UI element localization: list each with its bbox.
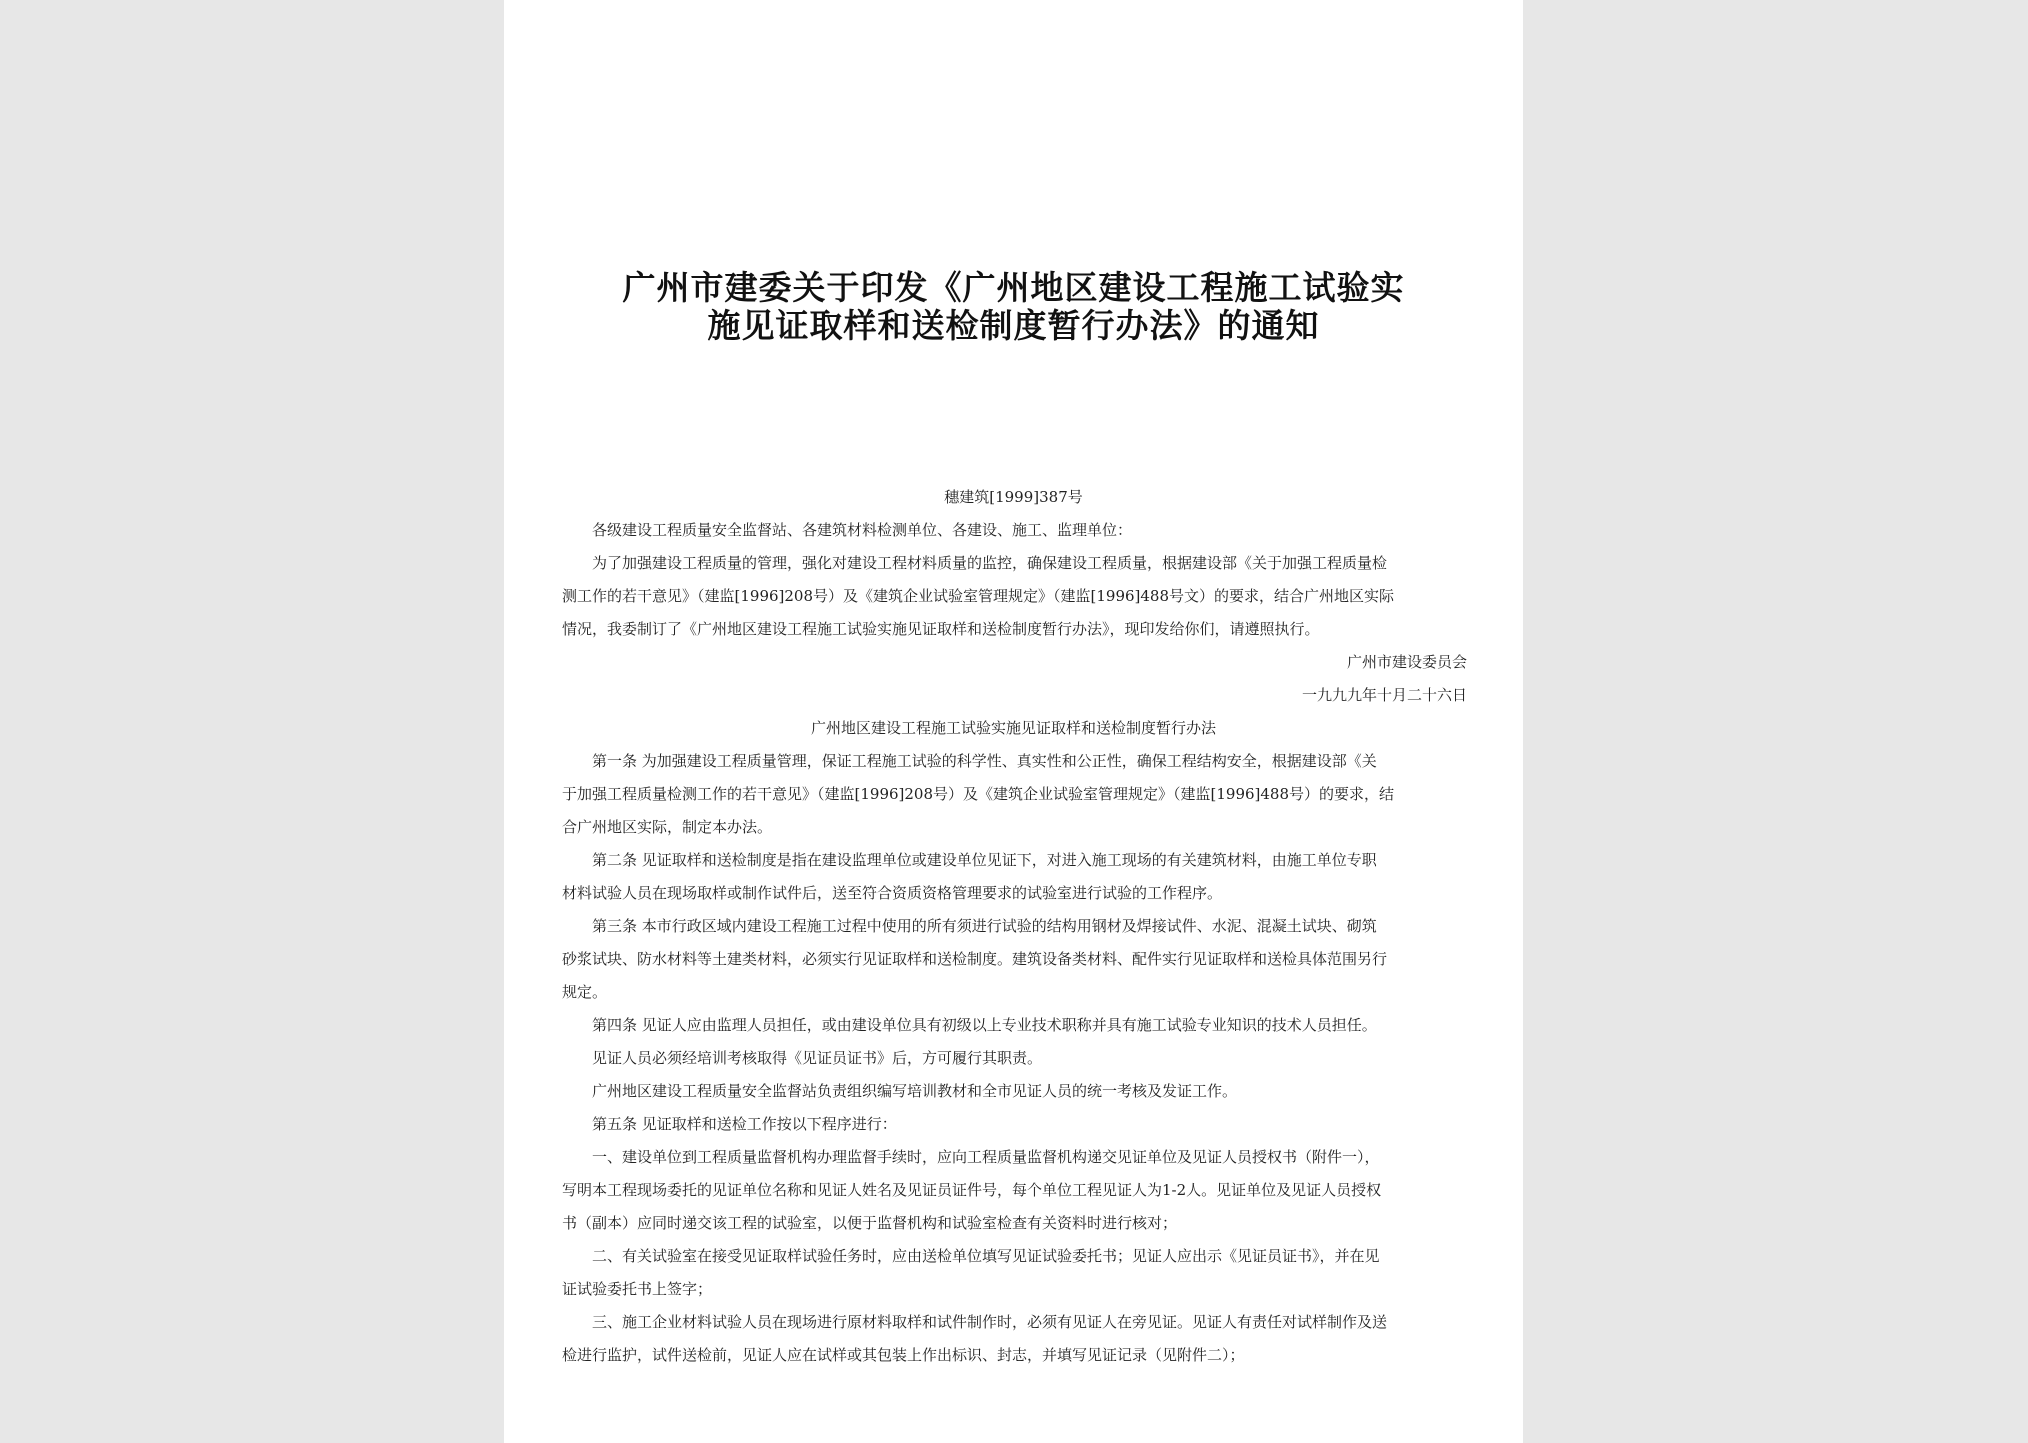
article-5-item-3-line: 检进行监护，试件送检前，见证人应在试样或其包装上作出标识、封志，并填写见证记录（见附件二）； (562, 1346, 1245, 1364)
article-5-line: 第五条 见证取样和送检工作按以下程序进行： (592, 1115, 897, 1133)
signature-issuer: 广州市建设委员会 (1346, 653, 1467, 671)
article-4-line: 见证人员必须经培训考核取得《见证员证书》后，方可履行其职责。 (592, 1049, 1043, 1067)
article-5-item-1-line: 书（副本）应同时递交该工程的试验室，以便于监督机构和试验室检查有关资料时进行核对； (562, 1214, 1178, 1232)
article-4-line: 广州地区建设工程质量安全监督站负责组织编写培训教材和全市见证人员的统一考核及发证工作。 (592, 1082, 1238, 1100)
article-1-line: 第一条 为加强建设工程质量管理，保证工程施工试验的科学性、真实性和公正性，确保工程结构安全，根据建设部《关 (592, 752, 1377, 770)
article-3-line: 砂浆试块、防水材料等土建类材料，必须实行见证取样和送检制度。建筑设备类材料、配件实行见证取样和送检具体范围另行 (562, 950, 1388, 968)
body-line: 测工作的若干意见》（建监[1996]208号）及《建筑企业试验室管理规定》（建监[1996]488号文）的要求，结合广州地区实际 (562, 587, 1395, 605)
article-3-line: 规定。 (562, 983, 608, 1001)
article-5-item-1-line: 一、建设单位到工程质量监督机构办理监督手续时，应向工程质量监督机构递交见证单位及见证人员授权书（附件一）， (592, 1148, 1380, 1166)
body-line: 情况，我委制订了《广州地区建设工程施工试验实施见证取样和送检制度暂行办法》，现印发给你们，请遵照执行。 (562, 620, 1320, 638)
article-3-line: 第三条 本市行政区域内建设工程施工过程中使用的所有须进行试验的结构用钢材及焊接试件、水泥、混凝土试块、砌筑 (592, 917, 1377, 935)
addressee-line: 各级建设工程质量安全监督站、各建筑材料检测单位、各建设、施工、监理单位： (592, 521, 1133, 539)
article-5-item-2-line: 证试验委托书上签字； (562, 1280, 713, 1298)
article-5-item-1-line: 写明本工程现场委托的见证单位名称和见证人姓名及见证员证件号，每个单位工程见证人为1-2人。见证单位及见证人员授权 (562, 1181, 1382, 1199)
article-2-line: 第二条 见证取样和送检制度是指在建设监理单位或建设单位见证下，对进入施工现场的有关建筑材料，由施工单位专职 (592, 851, 1377, 869)
body-line: 为了加强建设工程质量的管理，强化对建设工程材料质量的监控，确保建设工程质量，根据建设部《关于加强工程质量检 (592, 554, 1388, 572)
document-number: 穗建筑[1999]387号 (944, 488, 1083, 506)
document-page (504, 0, 1523, 1443)
article-5-item-2-line: 二、有关试验室在接受见证取样试验任务时，应由送检单位填写见证试验委托书；见证人应出示《见证员证书》，并在见 (592, 1247, 1380, 1265)
article-2-line: 材料试验人员在现场取样或制作试件后，送至符合资质资格管理要求的试验室进行试验的工作程序。 (562, 884, 1223, 902)
article-1-line: 合广州地区实际，制定本办法。 (562, 818, 773, 836)
document-title-line-1: 广州市建委关于印发《广州地区建设工程施工试验实 (622, 268, 1405, 307)
article-5-item-3-line: 三、施工企业材料试验人员在现场进行原材料取样和试件制作时，必须有见证人在旁见证。见证人有责任对试样制作及送 (592, 1313, 1388, 1331)
document-title-line-2: 施见证取样和送检制度暂行办法》的通知 (707, 306, 1320, 345)
article-4-line: 第四条 见证人应由监理人员担任，或由建设单位具有初级以上专业技术职称并具有施工试验专业知识的技术人员担任。 (592, 1016, 1377, 1034)
article-1-line: 于加强工程质量检测工作的若干意见》（建监[1996]208号）及《建筑企业试验室管理规定》（建监[1996]488号）的要求，结 (562, 785, 1395, 803)
section-heading: 广州地区建设工程施工试验实施见证取样和送检制度暂行办法 (810, 719, 1216, 737)
signature-date: 一九九九年十月二十六日 (1301, 686, 1467, 704)
